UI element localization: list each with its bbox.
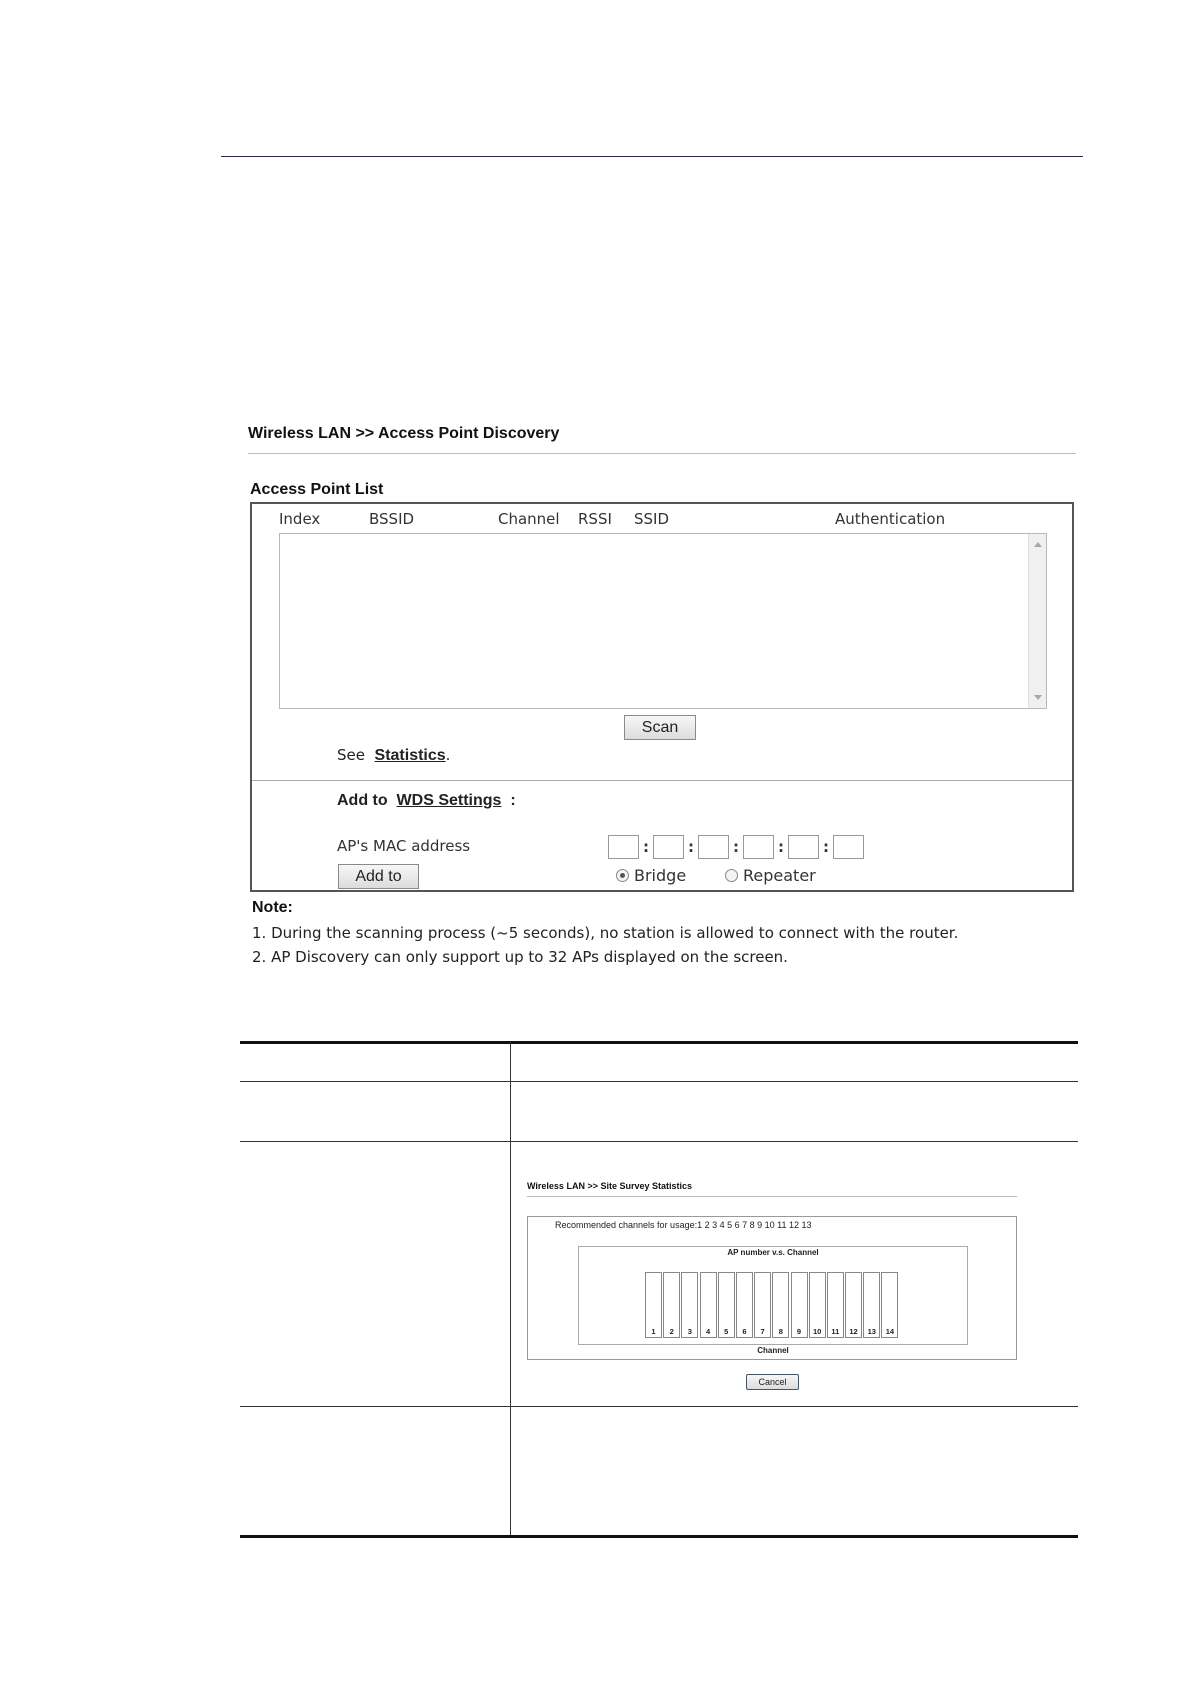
colon-separator: : (733, 838, 739, 856)
colon-separator: : (643, 838, 649, 856)
table-column-divider (510, 1042, 511, 1535)
mac-octet-4-input[interactable] (743, 835, 774, 859)
bridge-radio[interactable] (616, 869, 629, 882)
channel-bar (700, 1272, 717, 1338)
mac-octet-3-input[interactable] (698, 835, 729, 859)
page-breadcrumb: Wireless LAN >> Access Point Discovery (248, 425, 560, 442)
channel-tick-label: 1 (651, 1327, 656, 1336)
wds-settings-link[interactable]: WDS Settings (396, 792, 502, 809)
note-line-2: 2. AP Discovery can only support up to 32 APs displayed on the screen. (252, 948, 788, 966)
see-statistics-line (337, 746, 450, 765)
mac-address-inputs (608, 834, 864, 860)
colon-separator: : (688, 838, 694, 856)
channel-tick-label: 10 (813, 1327, 822, 1336)
statistics-link[interactable]: Statistics (374, 747, 446, 764)
listbox-scrollbar[interactable] (1028, 534, 1046, 708)
channel-tick-label: 5 (724, 1327, 729, 1336)
bridge-radio-option[interactable] (616, 866, 686, 885)
see-prefix: See (337, 746, 365, 764)
channel-bar (663, 1272, 680, 1338)
chart-x-axis-label: Channel (757, 1346, 789, 1355)
repeater-radio[interactable] (725, 869, 738, 882)
table-bottom-rule (240, 1535, 1078, 1538)
period: . (445, 746, 451, 764)
chart-title: AP number v.s. Channel (727, 1248, 819, 1257)
channel-tick-label: 8 (778, 1327, 783, 1336)
access-point-list-heading: Access Point List (250, 481, 384, 498)
channel-bar (827, 1272, 844, 1338)
channel-tick-label: 2 (669, 1327, 674, 1336)
channel-bar (736, 1272, 753, 1338)
channel-bar (754, 1272, 771, 1338)
channel-tick-label: 6 (742, 1327, 747, 1336)
column-header-authentication: Authentication (835, 510, 946, 528)
statistics-title-divider (527, 1196, 1017, 1197)
recommended-channels-values: 1 2 3 4 5 6 7 8 9 10 11 12 13 (697, 1220, 812, 1230)
column-header-rssi: RSSI (578, 510, 612, 528)
add-to-suffix: : (510, 792, 516, 809)
channel-bar (863, 1272, 880, 1338)
mac-address-label: AP's MAC address (337, 837, 471, 855)
mac-octet-2-input[interactable] (653, 835, 684, 859)
column-header-bssid: BSSID (369, 510, 415, 528)
channel-tick-label: 11 (831, 1327, 840, 1336)
column-header-channel: Channel (498, 510, 560, 528)
section-divider (252, 780, 1072, 781)
channel-bar (809, 1272, 826, 1338)
scroll-down-arrow-icon[interactable] (1034, 695, 1042, 700)
channel-bar (772, 1272, 789, 1338)
channel-tick-label: 7 (760, 1327, 765, 1336)
add-to-prefix: Add to (337, 792, 388, 809)
scan-button[interactable]: Scan (624, 715, 696, 740)
recommended-channels (555, 1220, 812, 1230)
channel-tick-label: 9 (796, 1327, 802, 1336)
channel-bars (645, 1272, 900, 1338)
cancel-button[interactable]: Cancel (746, 1374, 799, 1390)
column-header-index: Index (279, 510, 321, 528)
add-to-wds-line (337, 792, 516, 810)
mac-octet-5-input[interactable] (788, 835, 819, 859)
channel-bar (681, 1272, 698, 1338)
channel-tick-label: 12 (849, 1327, 858, 1336)
note-heading: Note: (252, 899, 293, 916)
channel-bar (718, 1272, 735, 1338)
mac-octet-6-input[interactable] (833, 835, 864, 859)
access-point-listbox[interactable] (279, 533, 1047, 709)
add-to-button[interactable]: Add to (338, 864, 419, 889)
note-line-1: 1. During the scanning process (~5 seconds), no station is allowed to connect with the router. (252, 924, 959, 942)
table-row-rule (240, 1406, 1078, 1407)
table-header-rule (240, 1081, 1078, 1082)
page-header-rule (221, 156, 1083, 157)
repeater-radio-option[interactable] (725, 866, 816, 885)
statistics-breadcrumb: Wireless LAN >> Site Survey Statistics (527, 1181, 692, 1191)
bridge-radio-label: Bridge (634, 866, 687, 885)
repeater-radio-label: Repeater (743, 866, 816, 885)
table-row-rule (240, 1141, 1078, 1142)
channel-bar (845, 1272, 862, 1338)
colon-separator: : (823, 838, 829, 856)
colon-separator: : (778, 838, 784, 856)
mac-octet-1-input[interactable] (608, 835, 639, 859)
channel-bar (645, 1272, 662, 1338)
channel-bar (881, 1272, 898, 1338)
channel-tick-label: 3 (687, 1327, 692, 1336)
table-top-rule (240, 1041, 1078, 1044)
scroll-up-arrow-icon[interactable] (1034, 542, 1042, 547)
channel-tick-label: 4 (705, 1327, 711, 1336)
breadcrumb-divider (248, 453, 1076, 454)
column-header-ssid: SSID (634, 510, 670, 528)
channel-bar (791, 1272, 808, 1338)
channel-tick-label: 14 (885, 1327, 895, 1336)
recommended-channels-label: Recommended channels for usage: (555, 1220, 698, 1230)
channel-tick-label: 13 (867, 1327, 876, 1336)
